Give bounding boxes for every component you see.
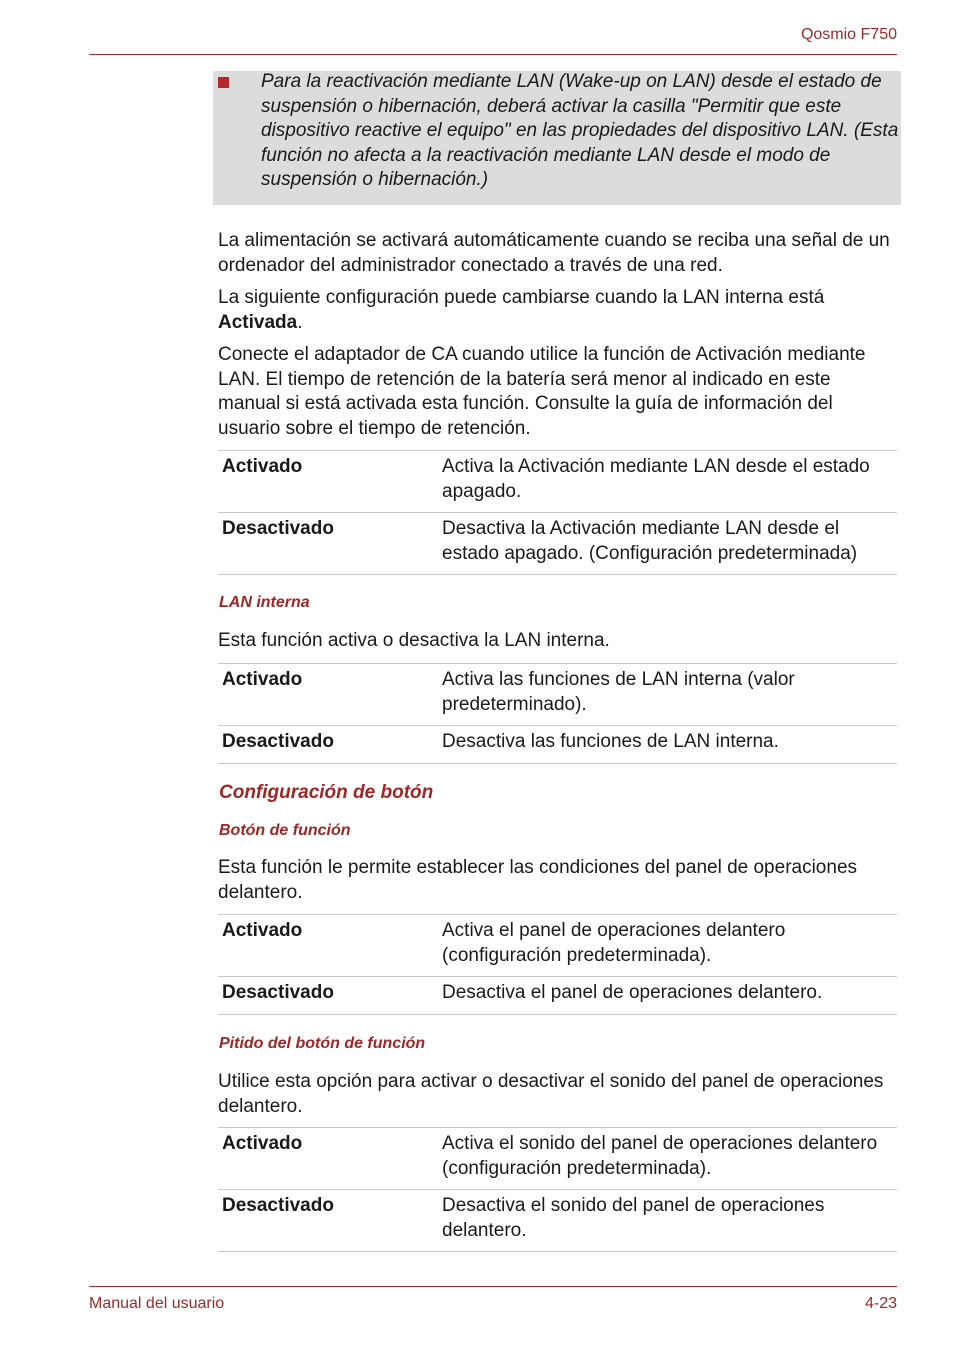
option-label: Activado (222, 456, 303, 477)
option-label: Activado (222, 669, 303, 690)
square-bullet-icon (218, 77, 229, 88)
beep-paragraph: Utilice esta opción para activar o desactivar el sonido del panel de operaciones delantero. (218, 1071, 884, 1117)
lan-settings-table (218, 663, 897, 764)
option-description: Activa las funciones de LAN interna (valor predeterminado). (442, 669, 795, 715)
table-row (218, 977, 897, 1015)
wol-settings-table (218, 450, 897, 575)
note-text: Para la reactivación mediante LAN (Wake-up on LAN) desde el estado de suspensión o hibernación, deberá activar la casilla "Permitir que este dispositivo reactive el equipo" en las propiedades del dispositivo LAN. (Esta función no afecta a la reactivación mediante LAN desde el modo de suspensión o hibernación.) (261, 71, 899, 190)
lan-paragraph: Esta función activa o desactiva la LAN interna. (218, 630, 610, 651)
table-row (218, 726, 897, 764)
option-label: Activado (222, 920, 303, 941)
intro-paragraph-2 (218, 286, 898, 335)
footer-manual-label: Manual del usuario (89, 1295, 225, 1312)
intro-paragraph-1: La alimentación se activará automáticamente cuando se reciba una señal de un ordenador del administrador conectado a través de una red. (218, 230, 890, 276)
table-row (218, 1190, 897, 1252)
beep-table (218, 1127, 897, 1252)
header-title: Qosmio F750 (800, 26, 897, 43)
function-button-paragraph: Esta función le permite establecer las condiciones del panel de operaciones delantero. (218, 857, 858, 903)
table-row (218, 1128, 897, 1190)
option-description: Activa la Activación mediante LAN desde el estado apagado. (442, 456, 870, 502)
beep-heading: Pitido del botón de función (219, 1035, 426, 1052)
intro-p2-text: La siguiente configuración puede cambiarse cuando la LAN interna está (218, 287, 825, 308)
option-description: Desactiva las funciones de LAN interna. (442, 731, 779, 752)
table-row (218, 664, 897, 726)
intro-paragraph-3: Conecte el adaptador de CA cuando utilice la función de Activación mediante LAN. El tiempo de retención de la batería será menor al indicado en este manual si está activada esta función. Consulte la guía de información del usuario sobre el tiempo de retención. (218, 344, 866, 439)
option-description: Activa el panel de operaciones delantero (configuración predeterminada). (442, 920, 786, 966)
option-description: Desactiva la Activación mediante LAN desde el estado apagado. (Configuración predeterminada) (442, 518, 858, 564)
page-header (89, 24, 897, 55)
lan-heading: LAN interna (219, 594, 310, 611)
page-footer (89, 1286, 897, 1312)
function-button-heading: Botón de función (219, 822, 351, 839)
option-label: Desactivado (222, 1195, 334, 1216)
option-label: Desactivado (222, 518, 334, 539)
table-row (218, 915, 897, 977)
option-label: Desactivado (222, 982, 334, 1003)
function-button-table (218, 914, 897, 1015)
table-row (218, 513, 897, 575)
button-config-heading: Configuración de botón (219, 782, 434, 803)
note-box (213, 71, 901, 205)
intro-p2-bold: Activada (218, 311, 298, 333)
option-label: Activado (222, 1133, 303, 1154)
option-label: Desactivado (222, 731, 334, 752)
option-description: Activa el sonido del panel de operaciones delantero (configuración predeterminada). (442, 1133, 878, 1179)
table-row (218, 451, 897, 513)
option-description: Desactiva el panel de operaciones delantero. (442, 982, 823, 1003)
intro-p2-suffix: . (297, 311, 303, 333)
option-description: Desactiva el sonido del panel de operaciones delantero. (442, 1195, 825, 1241)
page-number: 4-23 (864, 1295, 897, 1312)
